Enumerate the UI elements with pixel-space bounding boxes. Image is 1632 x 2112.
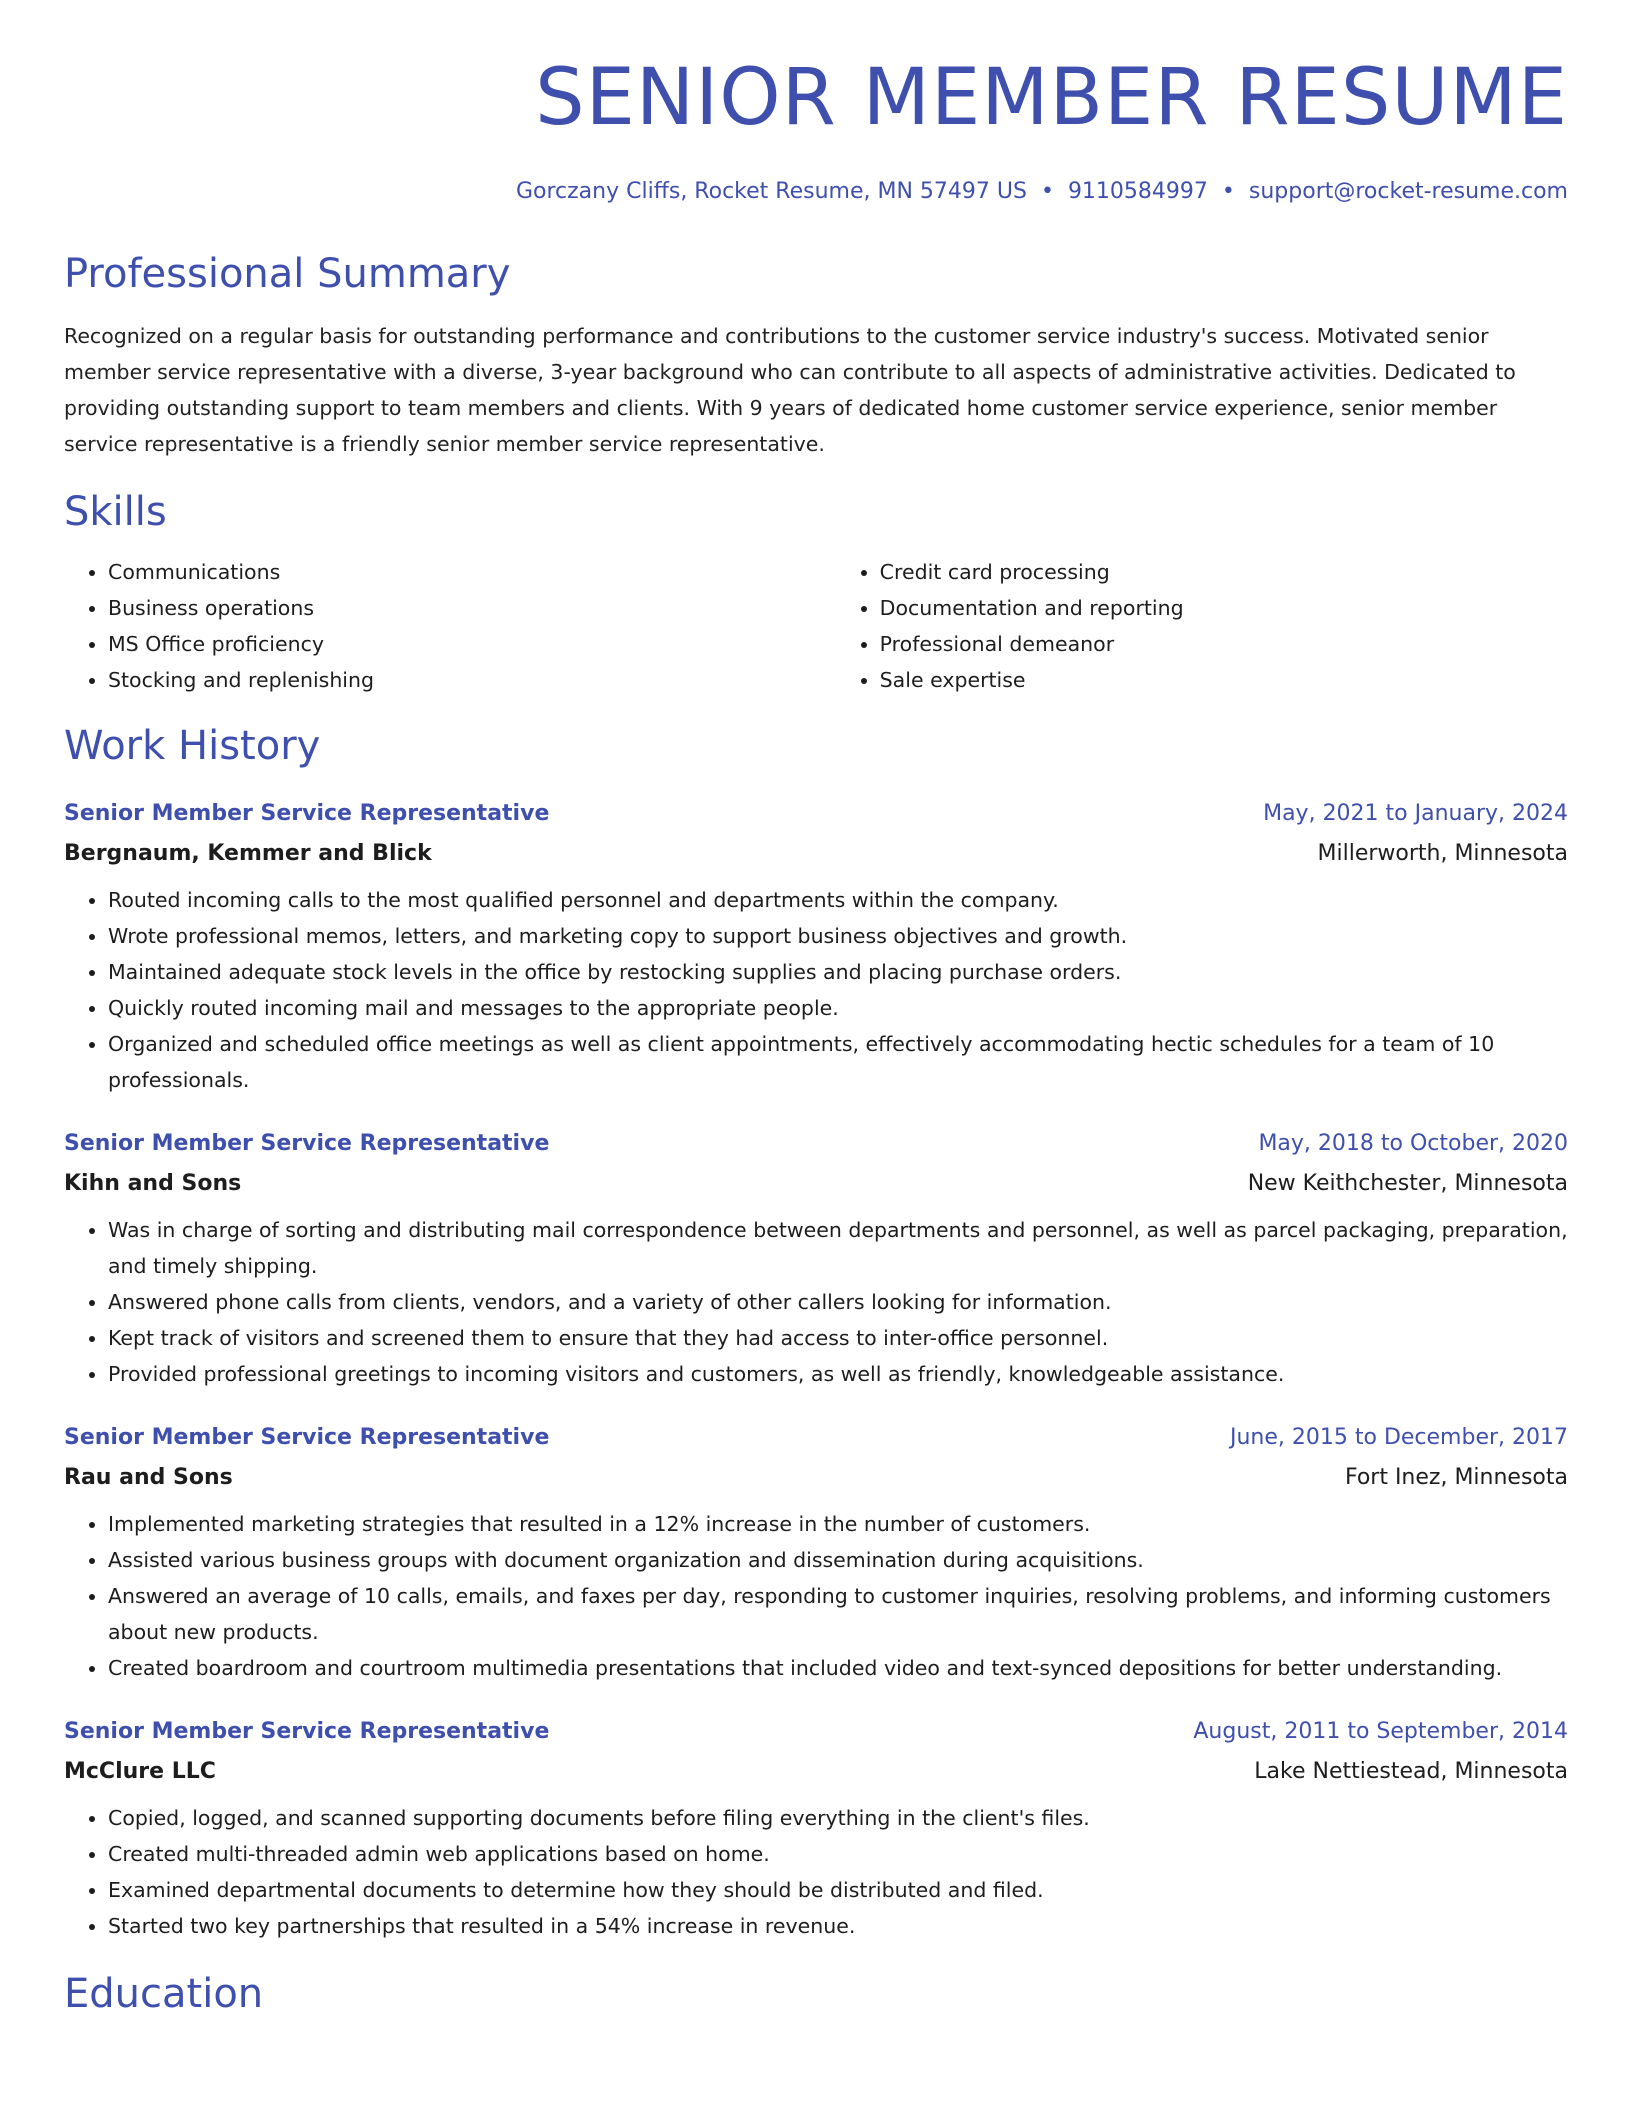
- job-bullet: • Kept track of visitors and screened them to ensure that they had access to inter-office personnel.: [108, 1320, 1568, 1356]
- job-bullet: • Created boardroom and courtroom multimedia presentations that included video and text-synced depositions for better understanding.: [108, 1650, 1568, 1686]
- job-header: [64, 1712, 1568, 1752]
- skill-item: • MS Office proficiency: [108, 626, 836, 662]
- job-title: Senior Member Service Representative: [64, 1131, 550, 1156]
- contact-phone: 9110584997: [1067, 179, 1208, 204]
- skill-item: • Stocking and replenishing: [108, 662, 836, 698]
- job-header: [64, 1124, 1568, 1164]
- job-subheader: [64, 834, 1568, 874]
- contact-address: Gorczany Cliffs, Rocket Resume, MN 57497 US: [515, 179, 1027, 204]
- contact-separator: •: [1221, 179, 1235, 204]
- summary-heading: Professional Summary: [64, 251, 511, 297]
- job-location: New Keithchester, Minnesota: [1247, 1171, 1568, 1196]
- job-bullets: [64, 1212, 1568, 1392]
- job-dates: June, 2015 to December, 2017: [1229, 1425, 1568, 1450]
- skill-item: • Sale expertise: [880, 662, 1568, 698]
- job-bullet: • Provided professional greetings to incoming visitors and customers, as well as friendly, knowledgeable assistance.: [108, 1356, 1568, 1392]
- job-subheader: [64, 1164, 1568, 1204]
- job-bullet: • Assisted various business groups with document organization and dissemination during acquisitions.: [108, 1542, 1568, 1578]
- skill-item: • Communications: [108, 554, 836, 590]
- job-entry: [64, 1712, 1568, 1944]
- job-bullet: • Implemented marketing strategies that resulted in a 12% increase in the number of customers.: [108, 1506, 1568, 1542]
- job-bullet: • Started two key partnerships that resulted in a 54% increase in revenue.: [108, 1908, 1568, 1944]
- job-bullet: • Was in charge of sorting and distributing mail correspondence between departments and personnel, as well as parcel packaging, preparation, and timely shipping.: [108, 1212, 1568, 1284]
- job-bullet: • Quickly routed incoming mail and messages to the appropriate people.: [108, 990, 1568, 1026]
- skill-item: • Credit card processing: [880, 554, 1568, 590]
- work-history-heading: Work History: [64, 723, 321, 769]
- job-bullets: [64, 1800, 1568, 1944]
- job-entry: [64, 794, 1568, 1098]
- job-company: McClure LLC: [64, 1759, 216, 1784]
- summary-text: Recognized on a regular basis for outstanding performance and contributions to the customer service industry's success. Motivated senior member service representative with a diverse, 3-year background who can contribute to all aspects of administrative activities. Dedicated to providing outstanding support to team members and clients. With 9 years of dedicated home customer service experience, senior member service representative is a friendly senior member service representative.: [64, 324, 1516, 456]
- job-entry: [64, 1418, 1568, 1686]
- job-bullet: • Routed incoming calls to the most qualified personnel and departments within the company.: [108, 882, 1568, 918]
- skill-item: • Documentation and reporting: [880, 590, 1568, 626]
- contact-line: [64, 178, 1568, 206]
- skills-heading: Skills: [64, 489, 167, 535]
- skills-list: [64, 554, 1568, 698]
- job-location: Millerworth, Minnesota: [1317, 841, 1568, 866]
- job-bullet: • Answered an average of 10 calls, emails, and faxes per day, responding to customer inquiries, resolving problems, and informing customers about new products.: [108, 1578, 1568, 1650]
- job-bullets: [64, 882, 1568, 1098]
- job-dates: May, 2018 to October, 2020: [1258, 1131, 1568, 1156]
- job-subheader: [64, 1458, 1568, 1498]
- job-bullets: [64, 1506, 1568, 1686]
- job-company: Kihn and Sons: [64, 1171, 242, 1196]
- job-company: Rau and Sons: [64, 1465, 233, 1490]
- job-entry: [64, 1124, 1568, 1392]
- job-location: Lake Nettiestead, Minnesota: [1254, 1759, 1568, 1784]
- job-bullet: • Copied, logged, and scanned supporting documents before filing everything in the client's files.: [108, 1800, 1568, 1836]
- job-title: Senior Member Service Representative: [64, 1425, 550, 1450]
- job-bullet: • Examined departmental documents to determine how they should be distributed and filed.: [108, 1872, 1568, 1908]
- skill-item: • Professional demeanor: [880, 626, 1568, 662]
- skills-column-right: [836, 554, 1568, 698]
- education-heading: Education: [64, 1971, 264, 2017]
- resume-header: [64, 52, 1568, 206]
- job-bullet: • Wrote professional memos, letters, and marketing copy to support business objectives and growth.: [108, 918, 1568, 954]
- job-company: Bergnaum, Kemmer and Blick: [64, 841, 432, 866]
- resume-name: SENIOR MEMBER RESUME: [535, 53, 1568, 143]
- skills-column-left: [64, 554, 836, 698]
- job-title: Senior Member Service Representative: [64, 1719, 550, 1744]
- job-header: [64, 1418, 1568, 1458]
- job-bullet: • Maintained adequate stock levels in the office by restocking supplies and placing purchase orders.: [108, 954, 1568, 990]
- job-dates: May, 2021 to January, 2024: [1263, 801, 1568, 826]
- job-bullet: • Answered phone calls from clients, vendors, and a variety of other callers looking for information.: [108, 1284, 1568, 1320]
- contact-separator: •: [1040, 179, 1054, 204]
- job-bullet: • Created multi-threaded admin web applications based on home.: [108, 1836, 1568, 1872]
- job-header: [64, 794, 1568, 834]
- job-title: Senior Member Service Representative: [64, 801, 550, 826]
- job-bullet: • Organized and scheduled office meetings as well as client appointments, effectively accommodating hectic schedules for a team of 10 professionals.: [108, 1026, 1568, 1098]
- contact-email: support@rocket-resume.com: [1248, 179, 1568, 204]
- job-subheader: [64, 1752, 1568, 1792]
- job-location: Fort Inez, Minnesota: [1344, 1465, 1568, 1490]
- job-dates: August, 2011 to September, 2014: [1193, 1719, 1568, 1744]
- skill-item: • Business operations: [108, 590, 836, 626]
